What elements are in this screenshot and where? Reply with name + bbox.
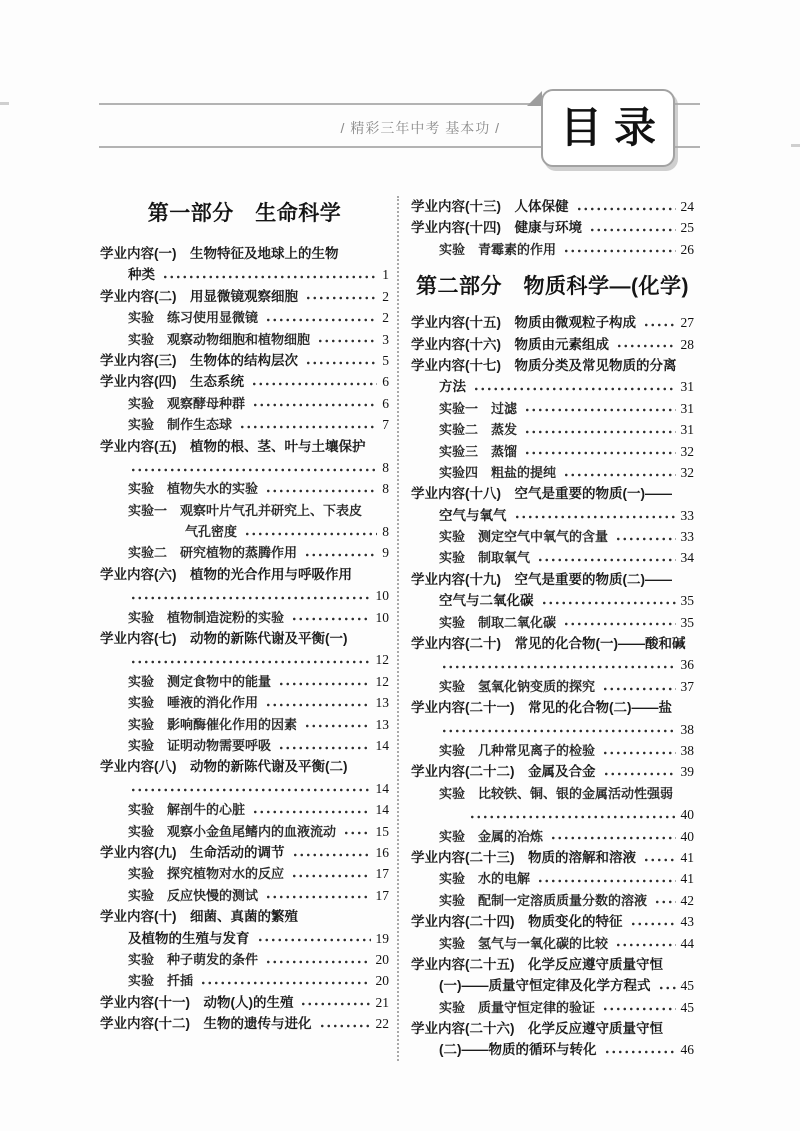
toc-entry <box>411 997 694 1018</box>
dot-leader <box>615 940 675 950</box>
toc-entry-title: 学业内容(十八) 空气是重要的物质(一)—— <box>411 486 672 502</box>
toc-entry <box>100 329 389 350</box>
toc-entry <box>411 697 694 718</box>
page-number: 32 <box>680 464 694 480</box>
toc-entry <box>411 954 694 975</box>
toc-entry-title: 实验 练习使用显微镜 <box>128 310 259 326</box>
page-number: 14 <box>375 780 389 796</box>
dot-leader <box>602 748 675 758</box>
toc-entry <box>100 457 389 478</box>
page-number: 42 <box>680 892 694 908</box>
dot-leader <box>304 721 370 731</box>
page-number: 22 <box>375 1016 389 1032</box>
dot-leader <box>265 315 377 325</box>
dot-leader <box>162 272 377 282</box>
toc-entry-title: 及植物的生殖与发育 <box>128 930 250 946</box>
page-number: 13 <box>375 716 389 732</box>
dot-leader <box>130 657 371 667</box>
page-number: 6 <box>382 395 389 411</box>
toc-entry <box>100 478 389 499</box>
toc-entry <box>100 842 389 863</box>
dot-leader <box>537 876 675 886</box>
dot-leader <box>257 935 371 945</box>
toc-entry <box>411 462 694 483</box>
toc-entry-title: 实验 唾液的消化作用 <box>128 695 259 711</box>
toc-entry <box>100 756 389 777</box>
toc-entry <box>100 264 389 285</box>
toc-entry-title: 学业内容(三) 生物体的结构层次 <box>100 352 298 368</box>
page-number: 45 <box>680 999 694 1015</box>
dot-leader <box>304 550 377 560</box>
toc-entry-title: 学业内容(四) 生态系统 <box>100 374 244 390</box>
toc-entry <box>411 590 694 611</box>
toc-entry <box>100 692 389 713</box>
dot-leader <box>239 422 377 432</box>
dot-leader <box>654 897 675 907</box>
page-number: 41 <box>680 849 694 865</box>
toc-entry-title: 实验 证明动物需要呼吸 <box>128 737 272 753</box>
toc-entry-title: 实验 种子萌发的条件 <box>128 951 259 967</box>
dot-leader <box>604 1047 676 1057</box>
dot-leader <box>589 225 676 235</box>
page-number: 41 <box>680 871 694 887</box>
page-number: 14 <box>375 737 389 753</box>
page-number: 14 <box>375 802 389 818</box>
page-number: 31 <box>680 379 694 395</box>
toc-tab <box>541 89 675 167</box>
dot-leader <box>537 555 675 565</box>
dot-leader <box>291 871 370 881</box>
page-number: 20 <box>375 951 389 967</box>
toc-entry-title: 学业内容(七) 动物的新陈代谢及平衡(一) <box>100 631 348 647</box>
toc-entry <box>100 928 389 949</box>
dot-leader <box>658 983 676 993</box>
toc-entry-title: 实验 氢气与一氧化碳的比较 <box>439 935 609 951</box>
page-number: 15 <box>375 823 389 839</box>
toc-tab-title: 目录 <box>559 103 668 152</box>
scan-edge-mark-right <box>791 144 800 147</box>
toc-entry <box>411 719 694 740</box>
toc-entry <box>100 1013 389 1034</box>
toc-entry-title: 实验 测定空气中氧气的含量 <box>439 529 609 545</box>
dot-leader <box>469 812 676 822</box>
page-number: 7 <box>382 417 389 433</box>
page-number: 35 <box>680 614 694 630</box>
toc-entry-title: 实验 影响酶催化作用的因素 <box>128 716 298 732</box>
toc-entry <box>100 521 389 542</box>
page-number: 1 <box>382 267 389 283</box>
dot-leader <box>291 614 370 624</box>
toc-entry <box>100 286 389 307</box>
toc-entry-title: 实验 制作生态球 <box>128 417 233 433</box>
dot-leader <box>643 320 676 330</box>
toc-entry-title: 实验 水的电解 <box>439 871 531 887</box>
toc-entry <box>100 436 389 457</box>
toc-entry <box>411 419 694 440</box>
dot-leader <box>317 336 377 346</box>
toc-entry <box>411 483 694 504</box>
toc-entry <box>100 542 389 563</box>
toc-entry <box>411 826 694 847</box>
page-number: 28 <box>680 336 694 352</box>
dot-leader <box>251 379 377 389</box>
dot-leader <box>602 1004 675 1014</box>
page-number: 43 <box>680 914 694 930</box>
dot-leader <box>265 700 370 710</box>
page-number: 27 <box>680 315 694 331</box>
toc-entry <box>411 196 694 217</box>
toc-column-left <box>100 196 389 1034</box>
page-number: 26 <box>680 241 694 257</box>
toc-entry <box>100 307 389 328</box>
page-number: 34 <box>680 550 694 566</box>
toc-entry <box>100 906 389 927</box>
toc-entry <box>100 714 389 735</box>
toc-entry-title: 实验 制取氧气 <box>439 550 531 566</box>
toc-entry-title: 实验 质量守恒定律的验证 <box>439 999 596 1015</box>
toc-entry <box>411 1018 694 1039</box>
toc-entry <box>411 612 694 633</box>
toc-entry <box>100 414 389 435</box>
toc-entry-title: 种类 <box>128 267 155 283</box>
section-heading: 第一部分 生命科学 <box>147 202 342 225</box>
dot-leader <box>615 534 675 544</box>
toc-entry-title: 实验 观察小金鱼尾鳍内的血液流动 <box>128 823 337 839</box>
page-number: 36 <box>680 657 694 673</box>
toc-entry <box>411 355 694 376</box>
toc-entry-title: 实验 植物制造淀粉的实验 <box>128 609 285 625</box>
toc-entry-title: 实验 制取二氧化碳 <box>439 614 557 630</box>
page-number: 46 <box>680 1042 694 1058</box>
page-number: 21 <box>375 994 389 1010</box>
page-number: 16 <box>375 844 389 860</box>
toc-entry-title: 学业内容(十七) 物质分类及常见物质的分离 <box>411 357 677 373</box>
toc-entry <box>100 350 389 371</box>
page-number: 19 <box>375 930 389 946</box>
toc-entry <box>411 975 694 996</box>
toc-entry <box>100 607 389 628</box>
page-number: 37 <box>680 678 694 694</box>
page-number: 33 <box>680 529 694 545</box>
toc-entry-title: 学业内容(二十二) 金属及合金 <box>411 764 596 780</box>
page-number: 25 <box>680 220 694 236</box>
toc-entry-title: 学业内容(二十) 常见的化合物(一)——酸和碱 <box>411 636 686 652</box>
toc-entry <box>100 885 389 906</box>
toc-entry <box>411 911 694 932</box>
toc-entry <box>411 441 694 462</box>
toc-entry-title: 实验 比较铁、铜、银的金属活动性强弱 <box>439 785 674 801</box>
page-number: 9 <box>382 545 389 561</box>
toc-entry <box>411 569 694 590</box>
toc-entry-title: 实验二 蒸发 <box>439 422 518 438</box>
page-number: 10 <box>375 588 389 604</box>
toc-entry-title: 学业内容(十九) 空气是重要的物质(二)—— <box>411 571 672 587</box>
dot-leader <box>305 293 377 303</box>
toc-entry <box>411 933 694 954</box>
dot-leader <box>343 828 370 838</box>
toc-entry-title: 气孔密度 <box>185 524 238 540</box>
toc-entry <box>100 799 389 820</box>
toc-entry <box>411 505 694 526</box>
page-number: 13 <box>375 695 389 711</box>
dot-leader <box>603 769 676 779</box>
tab-fold-corner-icon <box>527 91 542 106</box>
page-number: 5 <box>382 352 389 368</box>
dot-leader <box>563 470 675 480</box>
dot-leader <box>292 850 371 860</box>
page-number: 31 <box>680 422 694 438</box>
toc-entry <box>411 868 694 889</box>
page-number: 40 <box>680 828 694 844</box>
toc-entry-title: 方法 <box>439 379 466 395</box>
toc-entry-title: 学业内容(十一) 动物(人)的生殖 <box>100 994 294 1010</box>
toc-entry-title: 实验 解剖牛的心脏 <box>128 802 246 818</box>
dot-leader <box>550 833 675 843</box>
toc-entry <box>411 890 694 911</box>
toc-entry <box>411 761 694 782</box>
toc-entry-title: 学业内容(二十六) 化学反应遵守质量守恒 <box>411 1021 663 1037</box>
toc-entry-title: 学业内容(二十三) 物质的溶解和溶液 <box>411 849 636 865</box>
toc-entry <box>411 740 694 761</box>
page-number: 12 <box>375 673 389 689</box>
dot-leader <box>524 448 675 458</box>
toc-body <box>100 196 694 1061</box>
toc-entry <box>100 500 389 521</box>
toc-entry-title: 学业内容(二十五) 化学反应遵守质量守恒 <box>411 956 663 972</box>
toc-entry-title: 实验 探究植物对水的反应 <box>128 866 285 882</box>
page-number: 12 <box>375 652 389 668</box>
toc-entry-title: 学业内容(二十一) 常见的化合物(二)——盐 <box>411 700 672 716</box>
toc-entry-title: 实验 配制一定溶质质量分数的溶液 <box>439 892 648 908</box>
dot-leader <box>265 486 377 496</box>
dot-leader <box>300 999 370 1009</box>
toc-entry-title: 实验二 研究植物的蒸腾作用 <box>128 545 298 561</box>
page-number: 35 <box>680 593 694 609</box>
dot-leader <box>643 855 676 865</box>
toc-entry-title: 实验三 蒸馏 <box>439 443 518 459</box>
toc-entry <box>100 821 389 842</box>
toc-entry-title: 实验 青霉素的作用 <box>439 241 557 257</box>
dot-leader <box>130 785 371 795</box>
page-number: 3 <box>382 331 389 347</box>
dot-leader <box>524 427 675 437</box>
toc-entry-title: 实验四 粗盐的提纯 <box>439 464 557 480</box>
dot-leader <box>319 1021 371 1031</box>
toc-entry <box>100 243 389 264</box>
toc-entry <box>411 312 694 333</box>
section-heading: 第二部分 物质科学—(化学) <box>416 275 689 299</box>
page-number: 8 <box>382 459 389 475</box>
dot-leader <box>278 679 370 689</box>
page-number: 38 <box>680 721 694 737</box>
toc-entry <box>411 1039 694 1060</box>
dot-leader <box>130 465 377 475</box>
toc-entry-title: 实验一 过滤 <box>439 400 518 416</box>
toc-entry <box>100 863 389 884</box>
page-number: 38 <box>680 742 694 758</box>
dot-leader <box>514 512 676 522</box>
dot-leader <box>616 341 676 351</box>
toc-entry <box>100 393 389 414</box>
toc-entry-title: 学业内容(十四) 健康与环境 <box>411 220 582 236</box>
toc-entry-title: 学业内容(二) 用显微镜观察细胞 <box>100 288 298 304</box>
toc-entry-title: 学业内容(八) 动物的新陈代谢及平衡(二) <box>100 759 348 775</box>
toc-entry <box>100 778 389 799</box>
dot-leader <box>278 743 370 753</box>
page-number: 8 <box>382 481 389 497</box>
page-number: 40 <box>680 807 694 823</box>
dot-leader <box>441 726 676 736</box>
toc-entry-title: 学业内容(十二) 生物的遗传与进化 <box>100 1016 312 1032</box>
page-number: 31 <box>680 400 694 416</box>
page-number: 6 <box>382 374 389 390</box>
page-number: 45 <box>680 978 694 994</box>
page-number: 33 <box>680 507 694 523</box>
page-number: 8 <box>382 524 389 540</box>
toc-entry-title: 学业内容(十五) 物质由微观粒子构成 <box>411 315 636 331</box>
toc-entry-title: 实验 反应快慢的测试 <box>128 887 259 903</box>
toc-entry-title: 实验 金属的冶炼 <box>439 828 544 844</box>
dot-leader <box>200 978 370 988</box>
toc-entry <box>411 239 694 260</box>
toc-entry <box>100 671 389 692</box>
toc-entry-title: 实验 测定食物中的能量 <box>128 673 272 689</box>
page-number: 24 <box>680 199 694 214</box>
dot-leader <box>541 598 676 608</box>
toc-entry-title: (二)——物质的循环与转化 <box>439 1042 597 1058</box>
dot-leader <box>563 246 675 256</box>
toc-entry-title: 学业内容(十三) 人体保健 <box>411 199 569 214</box>
toc-entry <box>100 949 389 970</box>
page-number: 10 <box>375 609 389 625</box>
page-number: 2 <box>382 288 389 304</box>
toc-entry-title: 空气与二氧化碳 <box>439 593 534 609</box>
dot-leader <box>252 400 377 410</box>
dot-leader <box>244 529 377 539</box>
page-number: 17 <box>375 887 389 903</box>
toc-entry-title: (一)——质量守恒定律及化学方程式 <box>439 978 651 994</box>
toc-entry-title: 实验 扦插 <box>128 973 194 989</box>
toc-entry-title: 实验 观察酵母种群 <box>128 395 246 411</box>
dot-leader <box>252 807 370 817</box>
toc-entry-title: 学业内容(九) 生命活动的调节 <box>100 844 285 860</box>
toc-entry <box>411 676 694 697</box>
dot-leader <box>130 593 371 603</box>
toc-entry <box>100 564 389 585</box>
dot-leader <box>441 662 676 672</box>
toc-entry <box>411 547 694 568</box>
page-number: 39 <box>680 764 694 780</box>
toc-entry <box>100 371 389 392</box>
toc-entry-title: 实验 植物失水的实验 <box>128 481 259 497</box>
toc-entry-title: 学业内容(十六) 物质由元素组成 <box>411 336 609 352</box>
toc-entry-title: 空气与氧气 <box>439 507 507 523</box>
dot-leader <box>265 892 370 902</box>
toc-entry <box>411 334 694 355</box>
toc-entry <box>100 992 389 1013</box>
page-number: 20 <box>375 973 389 989</box>
toc-entry-title: 实验 观察动物细胞和植物细胞 <box>128 331 311 347</box>
dot-leader <box>305 358 377 368</box>
dot-leader <box>576 204 676 214</box>
toc-entry-title: 实验 几种常见离子的检验 <box>439 742 596 758</box>
dot-leader <box>602 684 675 694</box>
scan-edge-mark-left <box>0 102 9 105</box>
toc-entry <box>411 526 694 547</box>
toc-entry-title: 学业内容(二十四) 物质变化的特征 <box>411 914 623 930</box>
toc-entry <box>411 847 694 868</box>
toc-entry-title: 学业内容(五) 植物的根、茎、叶与土壤保护 <box>100 438 366 454</box>
toc-entry <box>411 783 694 804</box>
toc-entry <box>100 628 389 649</box>
toc-entry-title: 实验一 观察叶片气孔并研究上、下表皮 <box>128 502 363 518</box>
toc-entry <box>411 376 694 397</box>
toc-entry-title: 实验 氢氧化钠变质的探究 <box>439 678 596 694</box>
toc-entry <box>411 398 694 419</box>
toc-entry <box>411 804 694 825</box>
toc-entry-title: 学业内容(六) 植物的光合作用与呼吸作用 <box>100 566 352 582</box>
toc-entry <box>100 585 389 606</box>
page-number: 17 <box>375 866 389 882</box>
toc-entry <box>411 633 694 654</box>
page-number: 32 <box>680 443 694 459</box>
page-number: 44 <box>680 935 694 951</box>
toc-entry-title: 学业内容(一) 生物特征及地球上的生物 <box>100 246 339 261</box>
toc-entry-title: 学业内容(十) 细菌、真菌的繁殖 <box>100 909 298 925</box>
toc-entry <box>411 654 694 675</box>
toc-entry <box>100 970 389 991</box>
dot-leader <box>265 957 370 967</box>
toc-column-right <box>397 196 694 1061</box>
dot-leader <box>563 619 675 629</box>
page-number: 2 <box>382 310 389 326</box>
running-title: / 精彩三年中考 基本功 / <box>340 120 500 136</box>
toc-entry <box>100 649 389 670</box>
toc-entry <box>411 217 694 238</box>
toc-entry <box>100 735 389 756</box>
dot-leader <box>473 384 676 394</box>
dot-leader <box>630 919 676 929</box>
dot-leader <box>524 405 675 415</box>
